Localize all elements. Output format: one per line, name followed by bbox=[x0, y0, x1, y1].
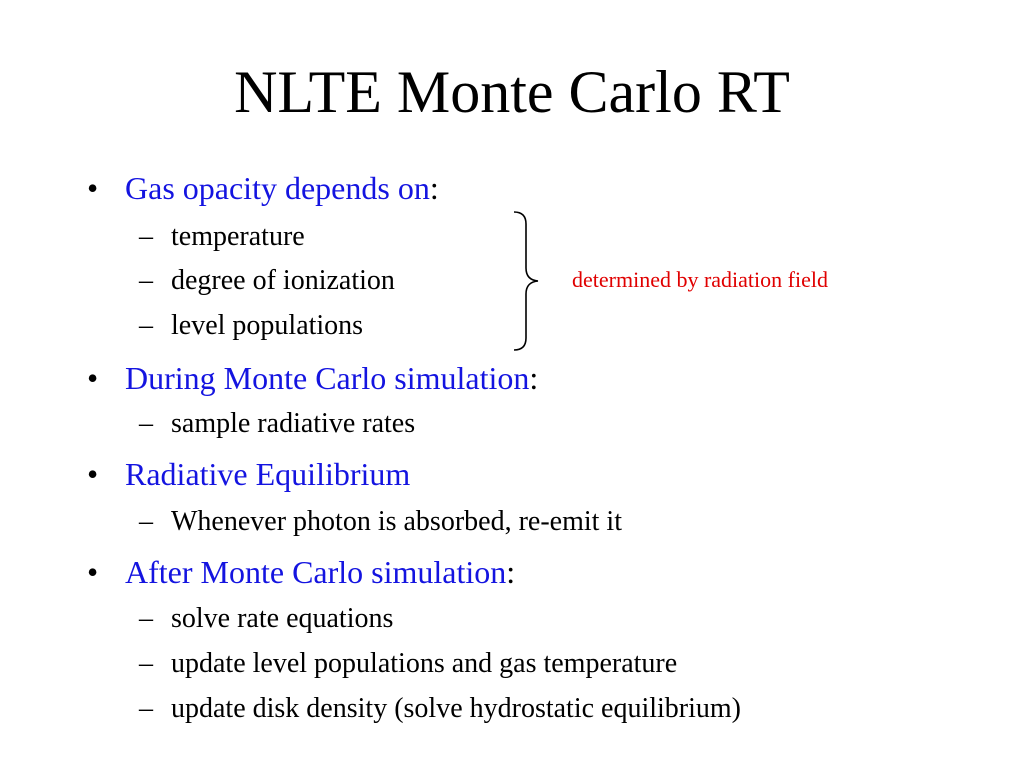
bullet-glyph: • bbox=[87, 456, 99, 492]
sub-item-level-populations bbox=[139, 308, 363, 344]
sub-item-text: solve rate equations bbox=[171, 603, 394, 634]
bullet-heading: Gas opacity depends on bbox=[125, 170, 430, 206]
bullet-suffix: : bbox=[506, 554, 516, 590]
sub-item-update-density bbox=[139, 691, 741, 727]
bullet-heading: After Monte Carlo simulation bbox=[125, 554, 507, 590]
sub-item-update-populations bbox=[139, 646, 677, 682]
sub-item-text: Whenever photon is absorbed, re-emit it bbox=[171, 506, 622, 537]
dash-glyph: – bbox=[139, 310, 153, 341]
sub-item-text: level populations bbox=[171, 310, 364, 341]
sub-item-radiative-rates bbox=[139, 406, 415, 442]
sub-item-ionization bbox=[139, 263, 395, 299]
bullet-suffix: : bbox=[529, 360, 539, 396]
bullet-heading: During Monte Carlo simulation bbox=[125, 360, 530, 396]
dash-glyph: – bbox=[139, 648, 153, 679]
dash-glyph: – bbox=[139, 693, 153, 724]
sub-item-rate-equations bbox=[139, 601, 393, 637]
dash-glyph: – bbox=[139, 506, 153, 537]
dash-glyph: – bbox=[139, 603, 153, 634]
sub-item-text: update disk density (solve hydrostatic equilibrium) bbox=[171, 693, 742, 724]
slide-title: NLTE Monte Carlo RT bbox=[234, 59, 790, 125]
dash-glyph: – bbox=[139, 408, 153, 439]
curly-brace bbox=[508, 210, 548, 352]
bullet-glyph: • bbox=[87, 360, 99, 396]
sub-item-text: sample radiative rates bbox=[171, 408, 416, 439]
sub-item-temperature bbox=[139, 219, 305, 255]
dash-glyph: – bbox=[139, 221, 153, 252]
dash-glyph: – bbox=[139, 265, 153, 296]
bullet-gas-opacity bbox=[87, 168, 439, 208]
brace-annotation: determined by radiation field bbox=[572, 267, 828, 292]
bullet-during-simulation bbox=[87, 358, 538, 398]
sub-item-reemit bbox=[139, 504, 622, 540]
bullet-radiative-equilibrium bbox=[87, 454, 410, 494]
bullet-suffix: : bbox=[429, 170, 439, 206]
sub-item-text: update level populations and gas temperature bbox=[171, 648, 678, 679]
bullet-heading: Radiative Equilibrium bbox=[125, 456, 411, 492]
bullet-after-simulation bbox=[87, 552, 515, 592]
sub-item-text: degree of ionization bbox=[171, 265, 395, 296]
sub-item-text: temperature bbox=[171, 221, 305, 252]
bullet-glyph: • bbox=[87, 554, 99, 590]
bullet-glyph: • bbox=[87, 170, 99, 206]
